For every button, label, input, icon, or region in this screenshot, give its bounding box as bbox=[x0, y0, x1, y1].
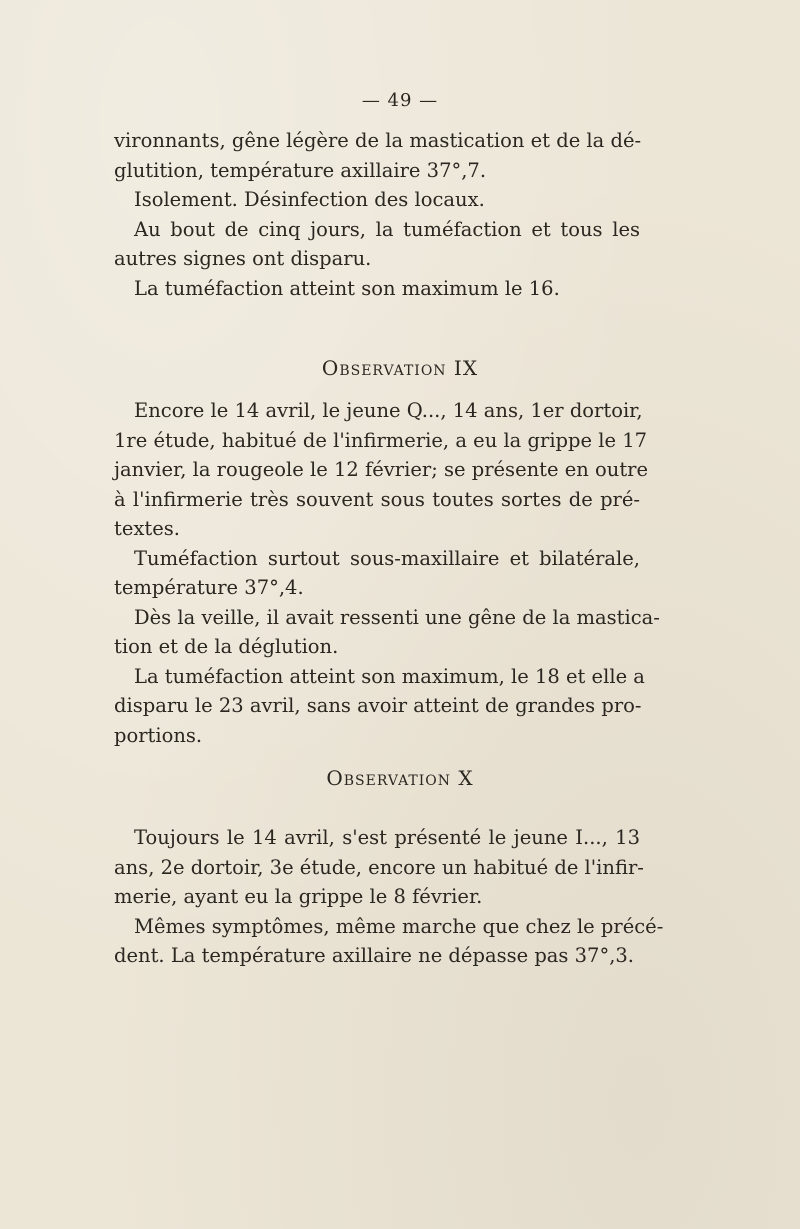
text-line: Mêmes symptômes, même marche que chez le précé- bbox=[134, 914, 664, 938]
text-line: tion et de la déglution. bbox=[114, 635, 339, 658]
text-line: vironnants, gêne légère de la mastication et de la dé- bbox=[114, 129, 642, 152]
observation-heading: Observation X bbox=[326, 766, 474, 790]
text-line: Isolement. Désinfection des locaux. bbox=[134, 188, 485, 211]
text-line: La tuméfaction atteint son maximum le 16. bbox=[134, 276, 560, 300]
text-line: Dès la veille, il avait ressenti une gêne de la mastica- bbox=[134, 605, 660, 629]
paragraph-block-3 bbox=[114, 823, 664, 971]
text-line: ans, 2e dortoir, 3e étude, encore un habitué de l'infir- bbox=[114, 855, 644, 879]
text-line: Toujours le 14 avril, s'est présenté le jeune I..., 13 bbox=[134, 826, 640, 849]
text-line: autres signes ont disparu. bbox=[114, 247, 372, 270]
page-number: — 49 — bbox=[361, 90, 439, 111]
text-line: janvier, la rougeole le 12 février; se présente en outre bbox=[114, 458, 649, 481]
paragraph-block-2 bbox=[114, 396, 660, 750]
text-line: disparu le 23 avril, sans avoir atteint de grandes pro- bbox=[114, 694, 642, 717]
text-line: glutition, température axillaire 37°,7. bbox=[114, 158, 487, 182]
text-line: merie, ayant eu la grippe le 8 février. bbox=[114, 885, 483, 908]
text-line: textes. bbox=[114, 517, 180, 540]
text-line: 1re étude, habitué de l'infirmerie, a eu la grippe le 17 bbox=[114, 428, 648, 452]
text-line: à l'infirmerie très souvent sous toutes sortes de pré- bbox=[114, 487, 640, 511]
text-line: température 37°,4. bbox=[114, 576, 304, 599]
text-line: Au bout de cinq jours, la tuméfaction et tous les bbox=[134, 217, 640, 241]
paragraph-block-1 bbox=[114, 126, 640, 303]
text-line: dent. La température axillaire ne dépasse pas 37°,3. bbox=[114, 944, 634, 967]
text-line: Encore le 14 avril, le jeune Q..., 14 ans, 1er dortoir, bbox=[134, 399, 643, 422]
text-line: La tuméfaction atteint son maximum, le 18 et elle a bbox=[134, 664, 645, 688]
text-line: Tuméfaction surtout sous-maxillaire et bilatérale, bbox=[134, 546, 640, 570]
observation-heading: Observation IX bbox=[321, 356, 479, 380]
text-line: portions. bbox=[114, 723, 203, 747]
